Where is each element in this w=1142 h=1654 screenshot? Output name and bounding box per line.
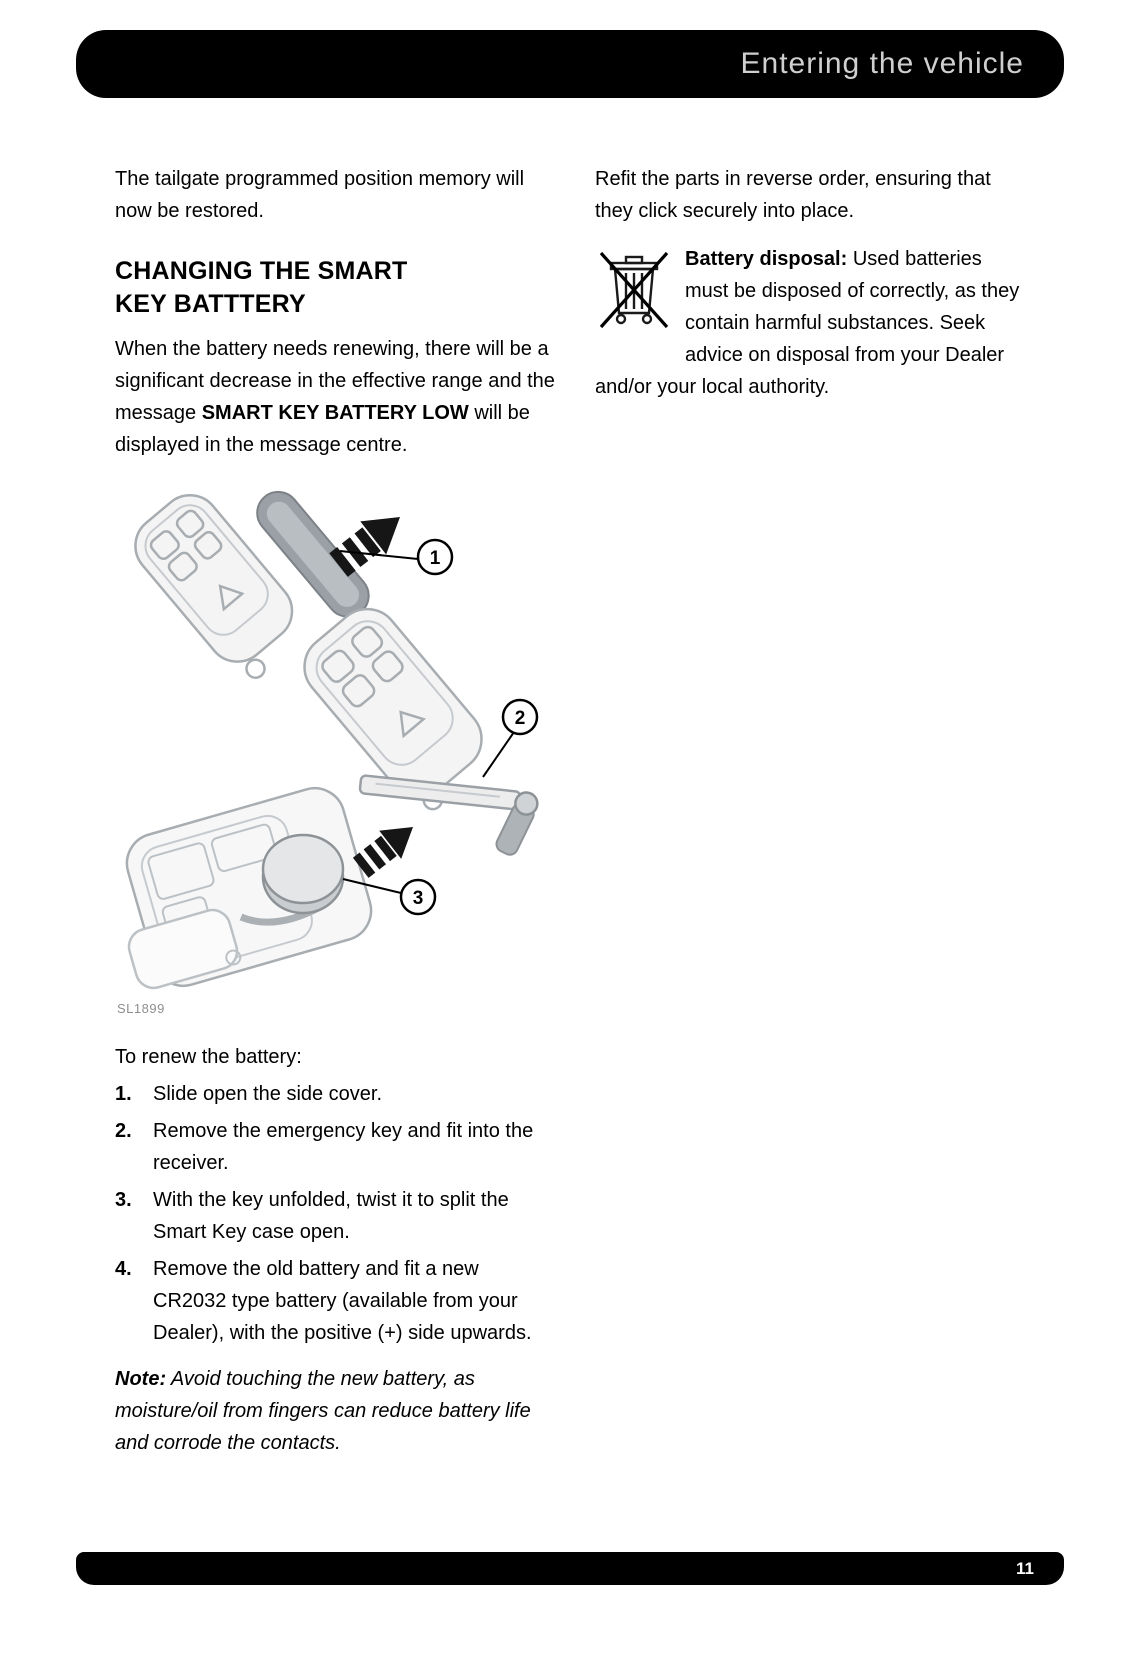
section-heading: CHANGING THE SMART KEY BATTTERY [115, 257, 408, 318]
paragraph-text: will be displayed in the message centre. [115, 402, 530, 456]
paragraph-text: When the battery needs renewing, there will be a significant decrease in the effective range and the message [115, 338, 555, 424]
step-item [115, 1184, 557, 1248]
smart-key-diagram [115, 475, 570, 1020]
page-footer [76, 1552, 1064, 1585]
step-text: Remove the old battery and fit a new CR2032 type battery (available from your Dealer), with the positive (+) side upwards. [153, 1258, 532, 1344]
battery-disposal-block [595, 243, 1025, 403]
renew-battery-steps [115, 1078, 557, 1349]
step-number: 3. [115, 1189, 132, 1211]
coin-cell-battery [263, 835, 343, 913]
step-text: Slide open the side cover. [153, 1083, 383, 1105]
smart-key-battery-low-text: SMART KEY BATTERY LOW [201, 402, 469, 424]
crossed-out-wheelie-bin-icon [595, 243, 673, 355]
callout-1-number: 1 [429, 548, 441, 569]
page-title: Entering the vehicle [740, 47, 1024, 80]
step-text: With the key unfolded, twist it to split the Smart Key case open. [153, 1189, 509, 1243]
callout-2 [483, 700, 537, 777]
note-paragraph [115, 1363, 557, 1459]
figure-reference-label: SL1899 [117, 1001, 165, 1016]
step-item [115, 1115, 557, 1179]
step-item [115, 1078, 557, 1110]
battery-disposal-text: Used batteries must be disposed of correctly, as they contain harmful substances. Seek advice on disposal from your Dealer and/or your local authority. [595, 248, 1020, 398]
callout-2-number: 2 [514, 708, 526, 729]
step-number: 4. [115, 1258, 132, 1280]
step-item [115, 1253, 557, 1349]
page-number: 11 [1016, 1558, 1034, 1578]
page-header [76, 30, 1064, 98]
battery-disposal-label: Battery disposal: [685, 248, 848, 270]
tailgate-paragraph: The tailgate programmed position memory will now be restored. [115, 168, 525, 222]
callout-3-number: 3 [412, 888, 424, 909]
right-column [595, 163, 1025, 403]
smart-key-illustration [115, 475, 557, 1027]
renew-battery-intro: To renew the battery: [115, 1046, 302, 1068]
note-text: Avoid touching the new battery, as moisture/oil from fingers can reduce battery life and corrode the contacts. [115, 1368, 531, 1454]
step-number: 1. [115, 1083, 132, 1105]
step-number: 2. [115, 1120, 132, 1142]
battery-renewing-paragraph [115, 333, 557, 461]
note-label: Note: [115, 1368, 167, 1390]
left-column [115, 163, 557, 1459]
step-text: Remove the emergency key and fit into the receiver. [153, 1120, 534, 1174]
weee-bin-icon [595, 243, 673, 335]
refit-paragraph: Refit the parts in reverse order, ensuring that they click securely into place. [595, 168, 991, 222]
